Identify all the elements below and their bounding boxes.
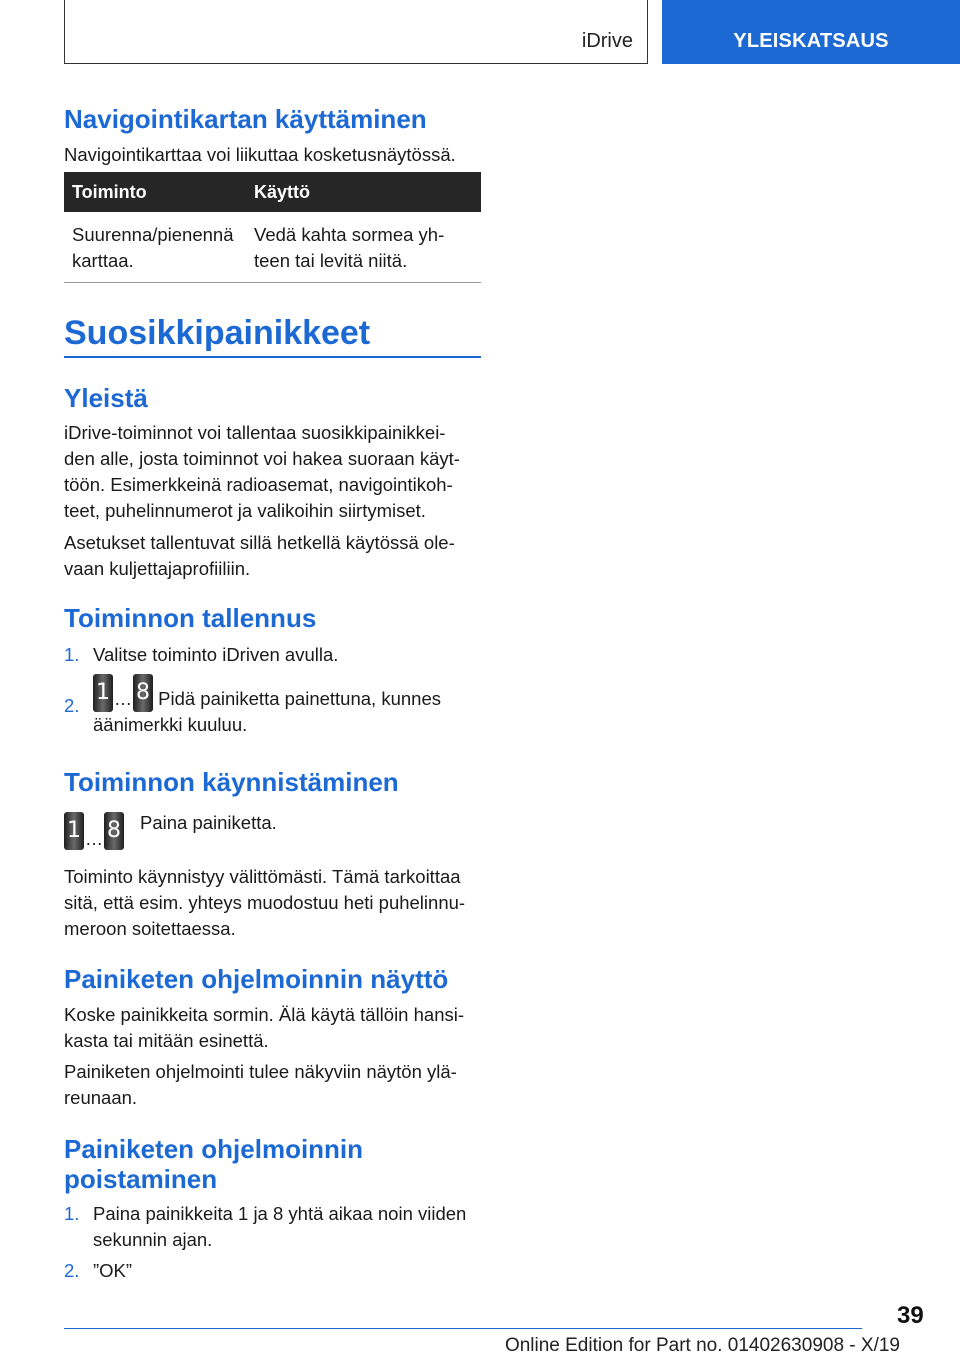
title-underline bbox=[64, 356, 481, 358]
key-1-icon: 1 bbox=[93, 674, 113, 712]
favorites-title: Suosikkipainikkeet bbox=[64, 314, 371, 352]
action-line-1: Suurenna/pienennä bbox=[72, 224, 234, 245]
section-label: YLEISKATSAUS bbox=[733, 30, 889, 52]
action-line-2: karttaa. bbox=[72, 250, 134, 271]
list-item bbox=[64, 1201, 484, 1250]
nav-map-intro: Navigointikarttaa voi liikuttaa kosketusnäytössä. bbox=[64, 144, 456, 165]
step-text: Pidä painiketta painettuna, kunnes bbox=[158, 688, 441, 709]
table-header-row bbox=[64, 172, 481, 212]
step-text: ”OK” bbox=[93, 1260, 133, 1281]
table-row bbox=[64, 212, 481, 283]
usage-line-2: teen tai levitä niitä. bbox=[254, 250, 408, 271]
general-paragraph-2: Asetukset tallentuvat sillä hetkellä käytössä ole- vaan kuljettajaprofiiliin. bbox=[64, 532, 455, 579]
page-number: 39 bbox=[897, 1302, 924, 1329]
general-title: Yleistä bbox=[64, 383, 148, 413]
list-item bbox=[64, 642, 484, 668]
usage-line-1: Vedä kahta sormea yh- bbox=[254, 224, 445, 245]
step-number: 1. bbox=[64, 644, 80, 665]
section-tab bbox=[662, 0, 960, 64]
display-title: Painiketen ohjelmoinnin näyttö bbox=[64, 964, 449, 994]
chapter-label: iDrive bbox=[581, 30, 633, 52]
key-1-icon: 1 bbox=[64, 812, 84, 850]
run-keys bbox=[64, 812, 124, 850]
save-title: Toiminnon tallennus bbox=[64, 603, 317, 633]
step-number: 2. bbox=[64, 695, 80, 716]
step-text: Paina painikkeita 1 ja 8 yhtä aikaa noin viiden sekunnin ajan. bbox=[93, 1203, 467, 1250]
step-text: Valitse toiminto iDriven avulla. bbox=[93, 644, 339, 665]
step-number: 2. bbox=[64, 1260, 80, 1281]
remove-title: Painiketen ohjelmoinnin poistaminen bbox=[64, 1134, 364, 1194]
table-cell-action bbox=[64, 212, 246, 283]
header-box bbox=[64, 0, 648, 64]
edition-note: Online Edition for Part no. 01402630908 - X/19 bbox=[504, 1335, 900, 1356]
general-paragraph-1: iDrive-toiminnot voi tallentaa suosikkipainikkei- den alle, josta toiminnot voi hakea suoraan käyt- töön. Esimerkkeinä radioasemat, navigointikoh- teet, puhelinnumerot ja valikoihin siirtymiset. bbox=[64, 422, 460, 521]
step-number: 1. bbox=[64, 1203, 80, 1224]
table-header-action: Toiminto bbox=[64, 172, 246, 212]
display-paragraph-2: Painiketen ohjelmointi tulee näkyviin näytön ylä- reunaan. bbox=[64, 1061, 457, 1108]
list-item bbox=[64, 1258, 484, 1284]
key-8-icon: 8 bbox=[133, 674, 153, 712]
footer-rule bbox=[64, 1328, 862, 1329]
nav-map-title: Navigointikartan käyttäminen bbox=[64, 104, 427, 134]
run-paragraph: Toiminto käynnistyy välittömästi. Tämä tarkoittaa sitä, että esim. yhteys muodostuu heti puhelinnu- meroon soitettaessa. bbox=[64, 866, 466, 939]
run-instruction: Paina painiketta. bbox=[140, 812, 277, 833]
key-8-icon: 8 bbox=[104, 812, 124, 850]
display-paragraph-1: Koske painikkeita sormin. Älä käytä tällöin hansi- kasta tai mitään esinettä. bbox=[64, 1004, 464, 1051]
nav-map-table bbox=[64, 172, 481, 283]
ellipsis: … bbox=[114, 689, 132, 709]
run-title: Toiminnon käynnistäminen bbox=[64, 767, 399, 797]
table-cell-usage bbox=[246, 212, 481, 283]
step-text-cont: äänimerkki kuuluu. bbox=[93, 714, 248, 735]
table-header-usage: Käyttö bbox=[246, 172, 481, 212]
ellipsis: … bbox=[85, 829, 103, 849]
